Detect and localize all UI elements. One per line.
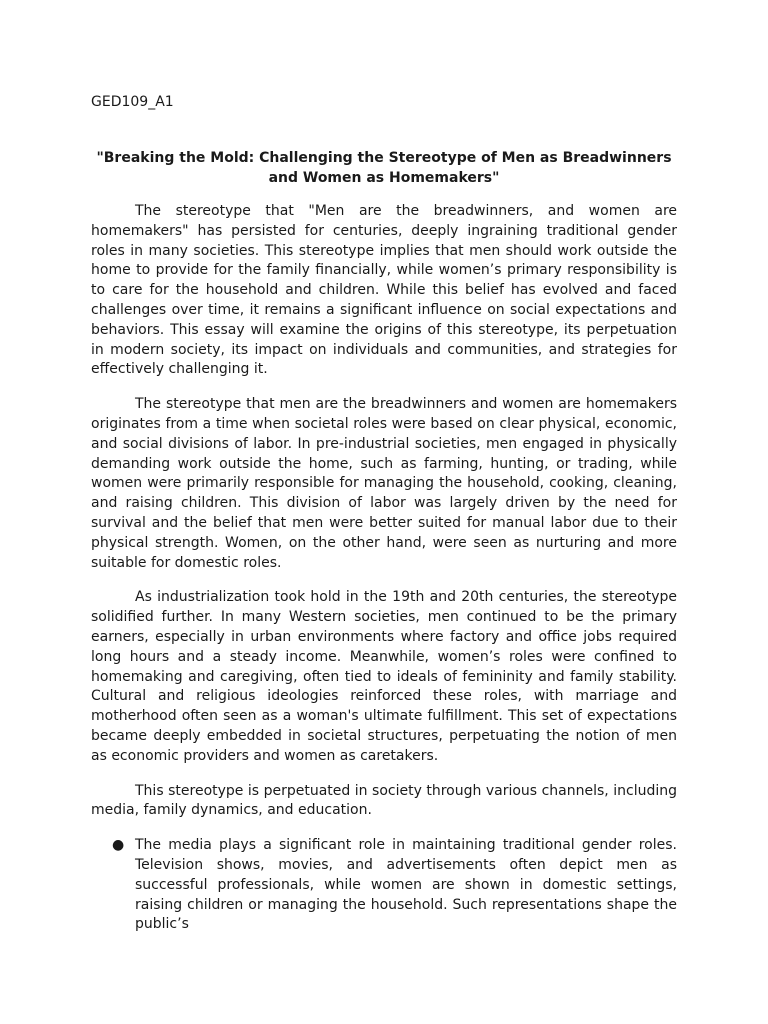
paragraph-2: The stereotype that men are the breadwinners and women are homemakers originates from a time when societal roles were based on clear physical, economic, and social divisions of labor. In pre-industrial societies, men engaged in physically demanding work outside the home, such as farming, hunting, or trading, while women were primarily responsible for managing the household, cooking, cleaning, and raising children. This division of labor was largely driven by the need for survival and the belief that men were better suited for manual labor due to their physical strength. Women, on the other hand, were seen as nurturing and more suitable for domestic roles.: [91, 396, 677, 571]
essay-title: "Breaking the Mold: Challenging the Stereotype of Men as Breadwinners and Women as Homemakers": [96, 150, 672, 186]
paragraph-1: The stereotype that "Men are the breadwinners, and women are homemakers" has persisted for centuries, deeply ingraining traditional gender roles in many societies. This stereotype implies that men should work outside the home to provide for the family financially, while women’s primary responsibility is to care for the household and children. While this belief has evolved and faced challenges over time, it remains a significant influence on social expectations and behaviors. This essay will examine the origins of this stereotype, its perpetuation in modern society, its impact on individuals and communities, and strategies for effectively challenging it.: [91, 203, 677, 378]
paragraph-4: This stereotype is perpetuated in society through various channels, including media, family dynamics, and education.: [91, 782, 677, 819]
course-code: GED109_A1: [91, 94, 174, 110]
bullet-text: The media plays a significant role in maintaining traditional gender roles. Television shows, movies, and advertisements often depict men as successful professionals, while women are shown in domestic settings, raising children or managing the household. Such representations shape the public’s: [135, 837, 677, 933]
paragraph-3: As industrialization took hold in the 19th and 20th centuries, the stereotype solidified further. In many Western societies, men continued to be the primary earners, especially in urban environments where factory and office jobs required long hours and a steady income. Meanwhile, women’s roles were confined to homemaking and caregiving, often tied to ideals of femininity and family stability. Cultural and religious ideologies reinforced these roles, with marriage and motherhood often seen as a woman's ultimate fulfillment. This set of expectations became deeply embedded in societal structures, perpetuating the notion of men as economic providers and women as caretakers.: [91, 589, 677, 764]
bullet-list: [91, 836, 677, 935]
bullet-item-media: [91, 836, 677, 935]
bullet-dot-icon: ●: [112, 837, 125, 854]
essay-body: [91, 202, 677, 935]
